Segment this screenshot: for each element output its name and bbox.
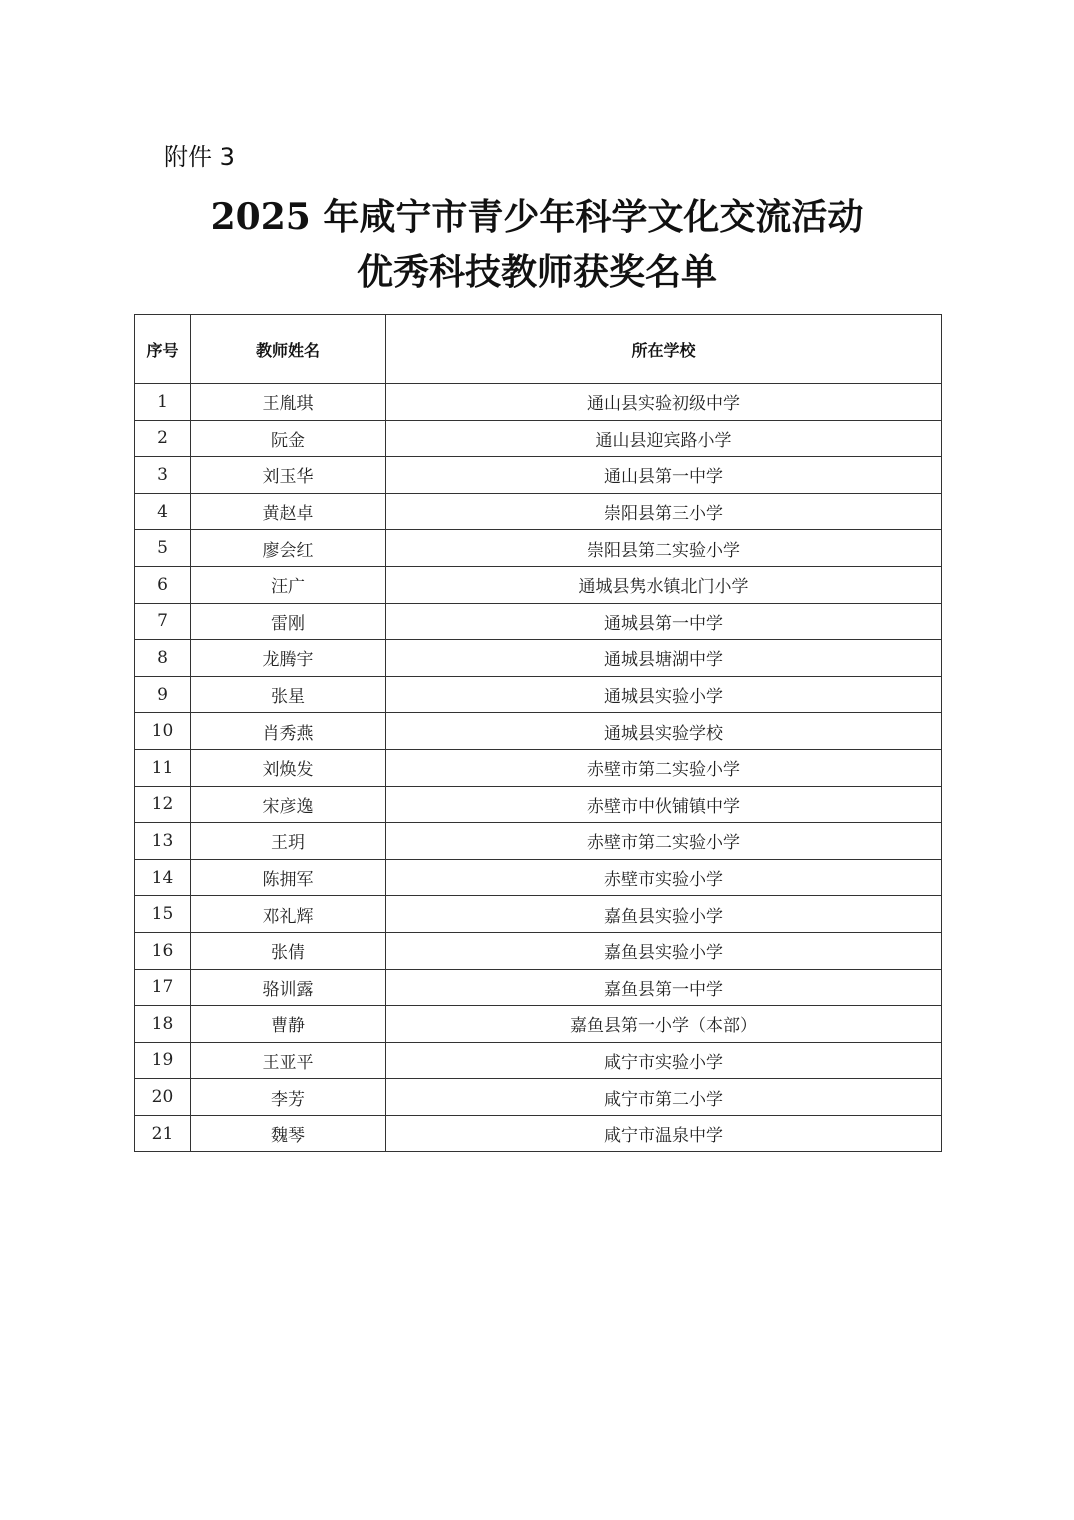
- cell-index: 19: [135, 1042, 191, 1079]
- table-body: [135, 384, 942, 1152]
- table-row: [135, 676, 942, 713]
- cell-index: 4: [135, 493, 191, 530]
- table-row: [135, 603, 942, 640]
- cell-school: 通城县实验学校: [386, 713, 942, 750]
- cell-school: 通城县实验小学: [386, 676, 942, 713]
- attachment-label: 附件 3: [164, 143, 235, 171]
- table-row: [135, 786, 942, 823]
- cell-teacher-name: 张倩: [191, 932, 386, 969]
- cell-school: 嘉鱼县实验小学: [386, 932, 942, 969]
- cell-school: 通城县隽水镇北门小学: [386, 566, 942, 603]
- cell-index: 14: [135, 859, 191, 896]
- cell-teacher-name: 李芳: [191, 1079, 386, 1116]
- cell-teacher-name: 陈拥军: [191, 859, 386, 896]
- table-row: [135, 859, 942, 896]
- table-row: [135, 493, 942, 530]
- cell-school: 赤壁市中伙铺镇中学: [386, 786, 942, 823]
- cell-teacher-name: 王玥: [191, 823, 386, 860]
- cell-teacher-name: 曹静: [191, 1006, 386, 1043]
- cell-teacher-name: 邓礼辉: [191, 896, 386, 933]
- cell-index: 16: [135, 932, 191, 969]
- cell-teacher-name: 黄赵卓: [191, 493, 386, 530]
- cell-teacher-name: 汪广: [191, 566, 386, 603]
- cell-teacher-name: 肖秀燕: [191, 713, 386, 750]
- cell-school: 通城县第一中学: [386, 603, 942, 640]
- cell-index: 21: [135, 1115, 191, 1152]
- cell-school: 咸宁市实验小学: [386, 1042, 942, 1079]
- table-row: [135, 384, 942, 421]
- cell-teacher-name: 刘焕发: [191, 749, 386, 786]
- table-row: [135, 749, 942, 786]
- cell-school: 通城县塘湖中学: [386, 640, 942, 677]
- document-title-line-2: 优秀科技教师获奖名单: [356, 251, 717, 293]
- cell-index: 15: [135, 896, 191, 933]
- cell-index: 9: [135, 676, 191, 713]
- table-row: [135, 1115, 942, 1152]
- cell-index: 5: [135, 530, 191, 567]
- table-row: [135, 713, 942, 750]
- cell-school: 赤壁市实验小学: [386, 859, 942, 896]
- cell-index: 13: [135, 823, 191, 860]
- cell-school: 崇阳县第三小学: [386, 493, 942, 530]
- cell-teacher-name: 王亚平: [191, 1042, 386, 1079]
- cell-index: 1: [135, 384, 191, 421]
- cell-index: 2: [135, 420, 191, 457]
- table-row: [135, 896, 942, 933]
- cell-school: 咸宁市温泉中学: [386, 1115, 942, 1152]
- cell-school: 通山县迎宾路小学: [386, 420, 942, 457]
- award-roster-table: [134, 314, 942, 1152]
- cell-teacher-name: 阮金: [191, 420, 386, 457]
- cell-school: 通山县第一中学: [386, 457, 942, 494]
- cell-teacher-name: 廖会红: [191, 530, 386, 567]
- document-title-line-1: 2025 年咸宁市青少年科学文化交流活动: [210, 196, 864, 238]
- table-row: [135, 420, 942, 457]
- cell-index: 6: [135, 566, 191, 603]
- cell-index: 3: [135, 457, 191, 494]
- cell-teacher-name: 骆训露: [191, 969, 386, 1006]
- table-row: [135, 1006, 942, 1043]
- header-index: 序号: [135, 315, 191, 384]
- table-row: [135, 932, 942, 969]
- cell-teacher-name: 龙腾宇: [191, 640, 386, 677]
- header-school: 所在学校: [386, 315, 942, 384]
- cell-index: 8: [135, 640, 191, 677]
- table-header-row: [135, 315, 942, 384]
- cell-school: 通山县实验初级中学: [386, 384, 942, 421]
- table-row: [135, 640, 942, 677]
- table-row: [135, 823, 942, 860]
- cell-index: 20: [135, 1079, 191, 1116]
- cell-teacher-name: 王胤琪: [191, 384, 386, 421]
- cell-school: 赤壁市第二实验小学: [386, 749, 942, 786]
- cell-school: 赤壁市第二实验小学: [386, 823, 942, 860]
- table-row: [135, 566, 942, 603]
- cell-index: 12: [135, 786, 191, 823]
- cell-teacher-name: 宋彦逸: [191, 786, 386, 823]
- cell-school: 嘉鱼县第一小学（本部）: [386, 1006, 942, 1043]
- cell-school: 崇阳县第二实验小学: [386, 530, 942, 567]
- cell-index: 18: [135, 1006, 191, 1043]
- cell-index: 10: [135, 713, 191, 750]
- cell-school: 咸宁市第二小学: [386, 1079, 942, 1116]
- cell-teacher-name: 魏琴: [191, 1115, 386, 1152]
- cell-index: 7: [135, 603, 191, 640]
- table-row: [135, 457, 942, 494]
- cell-school: 嘉鱼县实验小学: [386, 896, 942, 933]
- table-row: [135, 1042, 942, 1079]
- table-row: [135, 1079, 942, 1116]
- cell-teacher-name: 张星: [191, 676, 386, 713]
- header-teacher-name: 教师姓名: [191, 315, 386, 384]
- table-row: [135, 969, 942, 1006]
- table-row: [135, 530, 942, 567]
- cell-teacher-name: 雷刚: [191, 603, 386, 640]
- cell-index: 11: [135, 749, 191, 786]
- cell-index: 17: [135, 969, 191, 1006]
- cell-teacher-name: 刘玉华: [191, 457, 386, 494]
- cell-school: 嘉鱼县第一中学: [386, 969, 942, 1006]
